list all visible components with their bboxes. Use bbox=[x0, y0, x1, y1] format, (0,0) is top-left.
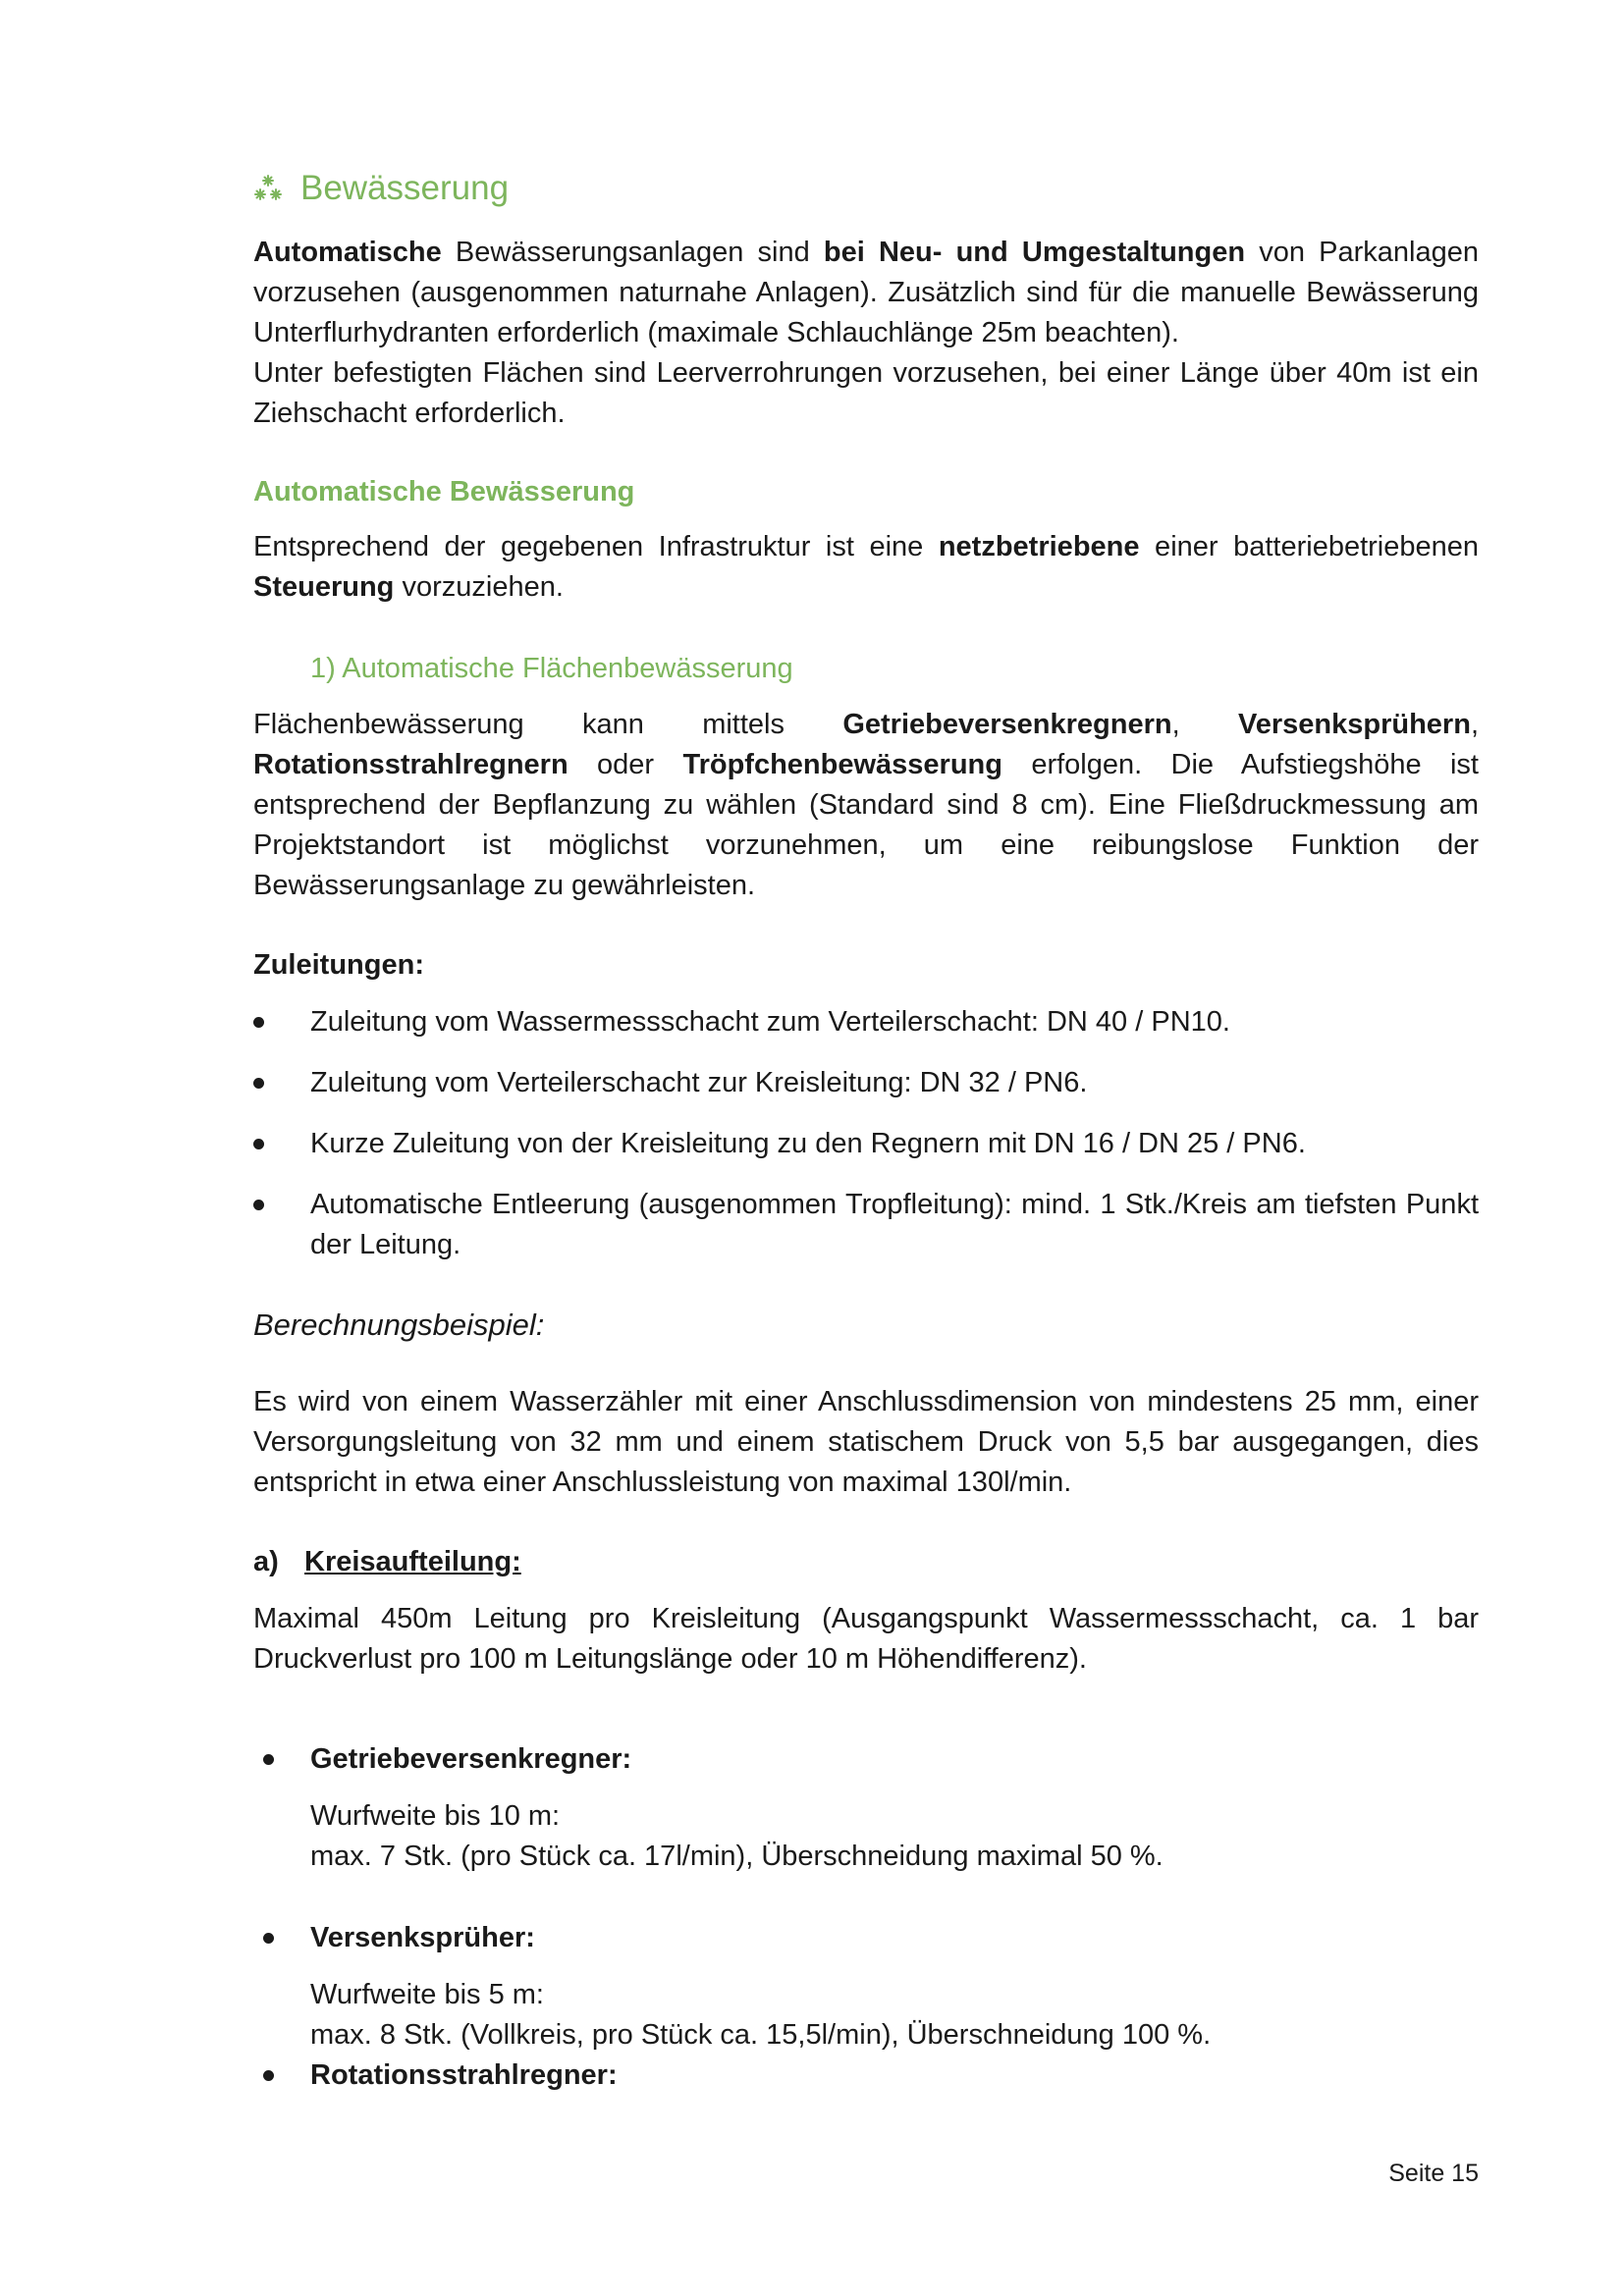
flaeche-bold-2: Versenksprühern bbox=[1237, 709, 1471, 740]
bullet-icon bbox=[263, 2070, 274, 2081]
berechnungsbeispiel-heading: Berechnungsbeispiel: bbox=[253, 1308, 545, 1342]
bullet-icon bbox=[253, 1139, 264, 1149]
flaeche-text-1: Flächenbewässerung kann mittels bbox=[253, 709, 843, 740]
auto-text-1: Entsprechend der gegebenen Infrastruktur ist eine bbox=[253, 531, 939, 562]
kreisaufteilung-letter: a) bbox=[253, 1546, 279, 1577]
regner-detail-line: Wurfweite bis 10 m: bbox=[310, 1800, 561, 1832]
regner-name: Rotationsstrahlregner: bbox=[310, 2059, 618, 2091]
list-item bbox=[253, 1185, 1479, 1265]
auto-text-2: einer batteriebetriebenen bbox=[1139, 531, 1480, 562]
list-item bbox=[253, 1063, 1479, 1103]
flaeche-text-2: , bbox=[1171, 709, 1238, 740]
regner-detail-line: max. 8 Stk. (Vollkreis, pro Stück ca. 15,5l/min), Überschneidung 100 %. bbox=[310, 2019, 1212, 2051]
zuleitungen-heading-text: Zuleitungen: bbox=[253, 949, 424, 981]
kreisaufteilung-label: Kreisaufteilung: bbox=[304, 1546, 521, 1577]
list-item-text: Kurze Zuleitung von der Kreisleitung zu den Regnern mit DN 16 / DN 25 / PN6. bbox=[310, 1128, 1306, 1159]
intro-paragraph bbox=[253, 233, 1479, 353]
kreisaufteilung-heading bbox=[253, 1542, 1479, 1582]
regner-name: Versenksprüher: bbox=[310, 1922, 535, 1953]
flaeche-bold-3: Rotationsstrahlregnern bbox=[253, 749, 568, 780]
flaeche-text-3: , bbox=[1470, 709, 1479, 740]
bullet-icon bbox=[263, 1933, 274, 1944]
subheading-flaechenbewaesserung: 1) Automatische Flächenbewässerung bbox=[310, 653, 793, 684]
regner-detail-line: Wurfweite bis 5 m: bbox=[310, 1979, 544, 2010]
regner-list bbox=[253, 2056, 1479, 2096]
zuleitungen-heading bbox=[253, 945, 1479, 986]
list-item bbox=[253, 2056, 1479, 2096]
subheading-automatische-bewaesserung: Automatische Bewässerung bbox=[253, 476, 635, 507]
bullet-icon bbox=[253, 1200, 264, 1210]
flaeche-bold-4: Tröpfchenbewässerung bbox=[682, 749, 1002, 780]
list-item bbox=[253, 1739, 1479, 1780]
flaeche-bold-1: Getriebeversenkregnern bbox=[842, 709, 1172, 740]
flaeche-text-4: oder bbox=[568, 749, 683, 780]
regner-list bbox=[253, 1739, 1479, 1780]
regner-name: Getriebeversenkregner: bbox=[310, 1743, 632, 1775]
intro-text-1: Bewässerungsanlagen sind bbox=[441, 237, 824, 268]
section-title: Bewässerung bbox=[300, 169, 510, 207]
intro-text-2: von Parkanlagen vorzusehen (ausgenommen naturnahe Anlagen). Zusätzlich sind für die manuelle Bewässerung Unterflurhydranten erforderlich (maximale Schlauchlänge 25m beachten). bbox=[253, 237, 1479, 348]
flaeche-text-5: erfolgen. Die Aufstiegshöhe ist entsprechend der Bepflanzung zu wählen (Standard sind 8 cm). Eine Fließdruckmessung am Projektstandort ist möglichst vorzunehmen, um eine reibungslose Funktion der Bewässerungsanlage zu gewährleisten. bbox=[253, 749, 1479, 901]
auto-paragraph bbox=[253, 527, 1479, 608]
list-item-text: Zuleitung vom Wassermessschacht zum Verteilerschacht: DN 40 / PN10. bbox=[310, 1006, 1230, 1038]
intro-paragraph-2: Unter befestigten Flächen sind Leerverrohrungen vorzusehen, bei einer Länge über 40m ist ein Ziehschacht erforderlich. bbox=[253, 357, 1479, 429]
auto-bold-2: Steuerung bbox=[253, 571, 395, 603]
bullet-icon bbox=[253, 1017, 264, 1028]
list-item bbox=[253, 1002, 1479, 1042]
page-number: Seite 15 bbox=[1388, 2160, 1479, 2187]
regner-detail-line: max. 7 Stk. (pro Stück ca. 17l/min), Überschneidung maximal 50 %. bbox=[310, 1841, 1164, 1872]
list-item-text: Automatische Entleerung (ausgenommen Tropfleitung): mind. 1 Stk./Kreis am tiefsten Punkt der Leitung. bbox=[310, 1189, 1479, 1260]
bullet-icon bbox=[263, 1754, 274, 1765]
intro-bold-2: bei Neu- und Umgestaltungen bbox=[823, 237, 1246, 268]
section-heading bbox=[253, 167, 1479, 210]
zuleitungen-list bbox=[253, 1002, 1479, 1265]
intro-bold-1: Automatische bbox=[253, 237, 442, 268]
auto-text-3: vorzuziehen. bbox=[394, 571, 564, 603]
auto-bold-1: netzbetriebene bbox=[938, 531, 1140, 562]
page-content bbox=[253, 167, 1479, 2096]
bullet-icon bbox=[253, 1078, 264, 1089]
kreisaufteilung-paragraph: Maximal 450m Leitung pro Kreisleitung (Ausgangspunkt Wassermessschacht, ca. 1 bar Druckverlust pro 100 m Leitungslänge oder 10 m Höhendifferenz). bbox=[253, 1603, 1479, 1675]
flaeche-paragraph bbox=[253, 705, 1479, 906]
berechnungsbeispiel-paragraph: Es wird von einem Wasserzähler mit einer Anschlussdimension von mindestens 25 mm, einer Versorgungsleitung von 32 mm und einem statischem Druck von 5,5 bar ausgegangen, dies entspricht in etwa einer Anschlussleistung von maximal 130l/min. bbox=[253, 1386, 1479, 1498]
regner-list bbox=[253, 1918, 1479, 1958]
list-item-text: Zuleitung vom Verteilerschacht zur Kreisleitung: DN 32 / PN6. bbox=[310, 1067, 1088, 1098]
list-item bbox=[253, 1124, 1479, 1164]
list-item bbox=[253, 1918, 1479, 1958]
sparkle-asterisk-icon bbox=[253, 174, 283, 203]
